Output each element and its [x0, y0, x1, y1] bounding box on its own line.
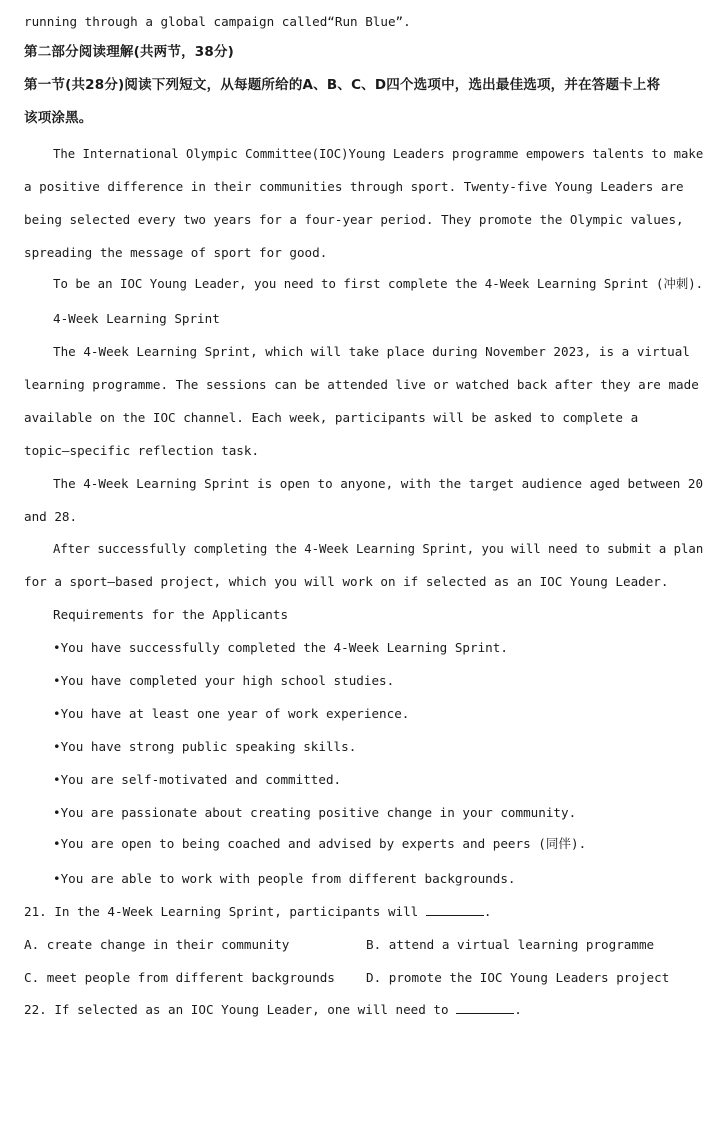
question-21: [24, 904, 491, 920]
requirement-item: •You are self-motivated and committed.: [53, 772, 342, 787]
option-d: D. promote the IOC Young Leaders project: [366, 970, 670, 985]
paragraph-1-line-4: spreading the message of sport for good.: [24, 245, 328, 260]
option-b: B. attend a virtual learning programme: [366, 937, 655, 952]
requirement-item: •You have at least one year of work experience.: [53, 706, 410, 721]
paragraph-3-line-4: topic–specific reflection task.: [24, 443, 260, 458]
paragraph-2: To be an IOC Young Leader, you need to first complete the 4-Week Learning Sprint (冲刺).: [53, 276, 704, 291]
paragraph-3-line-1: The 4-Week Learning Sprint, which will take place during November 2023, is a virtual: [53, 344, 690, 359]
paragraph-5-line-1: After successfully completing the 4-Week Learning Sprint, you will need to submit a plan: [53, 541, 704, 556]
question-21-stem: 21. In the 4-Week Learning Sprint, participants will: [24, 904, 426, 919]
paragraph-3-line-3: available on the IOC channel. Each week, participants will be asked to complete a: [24, 410, 639, 425]
requirement-item: •You have strong public speaking skills.: [53, 739, 357, 754]
answer-blank: [456, 1002, 514, 1014]
passage-tail-line: running through a global campaign called“Run Blue”.: [24, 14, 411, 29]
requirement-item: •You have completed your high school studies.: [53, 673, 395, 688]
requirement-item: •You are able to work with people from different backgrounds.: [53, 871, 516, 886]
requirement-item: •You have successfully completed the 4-Week Learning Sprint.: [53, 640, 508, 655]
question-22-stem: 22. If selected as an IOC Young Leader, one will need to: [24, 1002, 457, 1017]
paragraph-1-line-3: being selected every two years for a four-year period. They promote the Olympic values,: [24, 212, 684, 227]
answer-blank: [426, 904, 484, 916]
question-22: [24, 1002, 522, 1018]
option-a: A. create change in their community: [24, 937, 290, 952]
paragraph-4-line-1: The 4-Week Learning Sprint is open to anyone, with the target audience aged between 20: [53, 476, 704, 491]
subheading-requirements: Requirements for the Applicants: [53, 607, 289, 622]
requirement-item: •You are passionate about creating positive change in your community.: [53, 805, 577, 820]
part-heading: 第二部分阅读理解(共两节，38分): [24, 44, 235, 60]
paragraph-1-line-2: a positive difference in their communities through sport. Twenty-five Young Leaders are: [24, 179, 684, 194]
question-22-end: .: [514, 1002, 522, 1017]
option-c: C. meet people from different backgrounds: [24, 970, 335, 985]
subheading-learning-sprint: 4-Week Learning Sprint: [53, 311, 220, 326]
section-instruction-cont: 该项涂黑。: [24, 110, 93, 126]
paragraph-4-line-2: and 28.: [24, 509, 78, 524]
paragraph-5-line-2: for a sport–based project, which you will work on if selected as an IOC Young Leader.: [24, 574, 669, 589]
section-instruction: 第一节(共28分)阅读下列短文，从每题所给的A、B、C、D四个选项中，选出最佳选项，并在答题卡上将: [24, 77, 661, 93]
paragraph-3-line-2: learning programme. The sessions can be attended live or watched back after they are made: [24, 377, 699, 392]
requirement-item: •You are open to being coached and advised by experts and peers (同伴).: [53, 836, 587, 851]
paragraph-1-line-1: The International Olympic Committee(IOC)Young Leaders programme empowers talents to make: [53, 146, 704, 161]
question-21-end: .: [483, 904, 492, 919]
